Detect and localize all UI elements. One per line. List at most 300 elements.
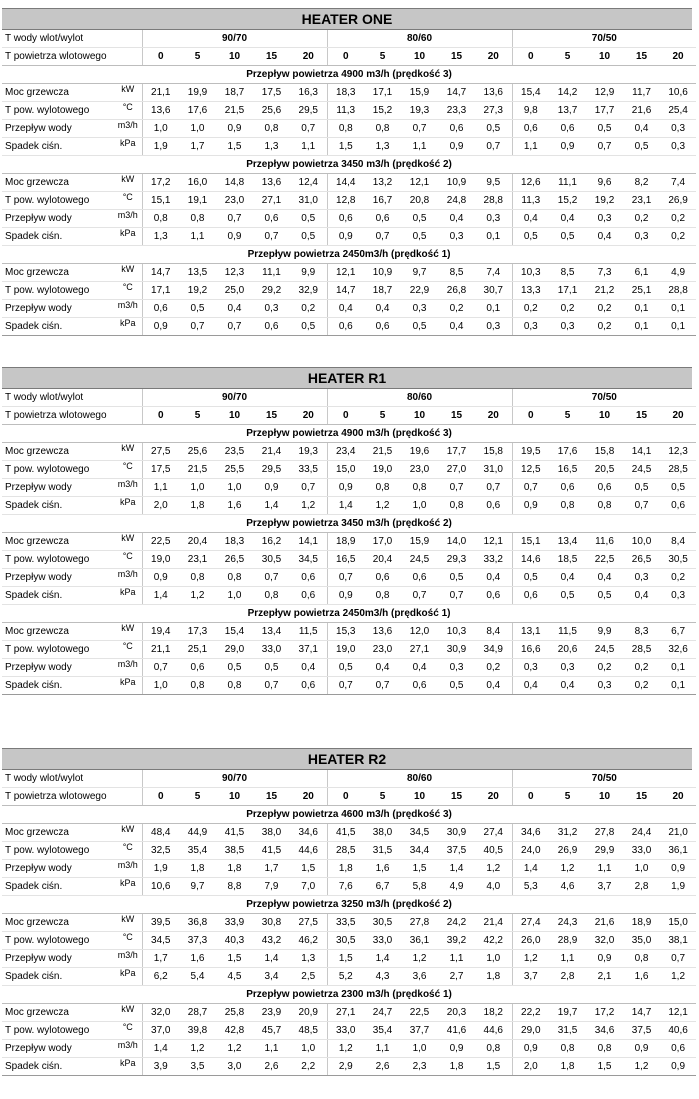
table-cell: 1,1 (512, 138, 549, 156)
table-cell: 0,5 (586, 587, 623, 605)
table-cell: 33,5 (327, 914, 364, 932)
row-label: Przepływ wody (2, 479, 114, 497)
table-cell: 9,8 (512, 102, 549, 120)
table-cell: 1,0 (216, 587, 253, 605)
table-cell: 21,1 (142, 84, 179, 102)
table-cell: 22,5 (142, 533, 179, 551)
table-cell: 0,2 (438, 300, 475, 318)
table-cell: 0,7 (364, 228, 401, 246)
table-cell: 10,0 (623, 533, 660, 551)
table-cell: 1,0 (475, 950, 512, 968)
header-row-air (2, 48, 696, 66)
table-cell: 0,8 (364, 120, 401, 138)
table-cell: 0,9 (142, 569, 179, 587)
row-label: Moc grzewcza (2, 1004, 114, 1022)
table-cell: 26,5 (623, 551, 660, 569)
table-cell: 7,6 (327, 878, 364, 896)
table-row (2, 950, 696, 968)
table-cell: 31,0 (290, 192, 327, 210)
table-cell: 0,5 (623, 479, 660, 497)
table-cell: 15,2 (364, 102, 401, 120)
table-cell: 0,5 (438, 569, 475, 587)
table-cell: 27,4 (512, 914, 549, 932)
table-cell: 29,5 (290, 102, 327, 120)
temp-header: 15 (438, 48, 475, 66)
table-cell: 0,1 (660, 677, 696, 695)
temp-header: 20 (290, 788, 327, 806)
table-cell: 19,1 (179, 192, 216, 210)
table-cell: 44,9 (179, 824, 216, 842)
table-cell: 25,0 (216, 282, 253, 300)
table-row (2, 1022, 696, 1040)
table-cell: 25,5 (216, 461, 253, 479)
table-cell: 3,6 (401, 968, 438, 986)
table-cell: 18,7 (216, 84, 253, 102)
table-cell: 0,4 (216, 300, 253, 318)
table-cell: 0,2 (586, 300, 623, 318)
table-cell: 21,5 (364, 443, 401, 461)
table-cell: 0,5 (216, 659, 253, 677)
table-cell: 5,8 (401, 878, 438, 896)
table-cell: 0,8 (401, 479, 438, 497)
row-unit: kW (114, 443, 142, 461)
table-cell: 1,0 (401, 497, 438, 515)
table-cell: 0,7 (586, 138, 623, 156)
table-cell: 0,6 (475, 497, 512, 515)
table-cell: 1,8 (179, 497, 216, 515)
table-cell: 40,3 (216, 932, 253, 950)
table-cell: 0,5 (549, 587, 586, 605)
table-cell: 0,6 (401, 677, 438, 695)
group-header: 70/50 (512, 770, 696, 788)
table-cell: 7,3 (586, 264, 623, 282)
table-cell: 0,7 (401, 120, 438, 138)
table-cell: 0,6 (660, 497, 696, 515)
table-cell: 33,0 (253, 641, 290, 659)
table-row (2, 914, 696, 932)
temp-header: 5 (179, 48, 216, 66)
table-cell: 2,5 (290, 968, 327, 986)
table-cell: 2,2 (290, 1058, 327, 1076)
table-cell: 1,0 (290, 1040, 327, 1058)
table-cell: 3,9 (142, 1058, 179, 1076)
table-cell: 1,1 (364, 1040, 401, 1058)
temp-header: 0 (512, 788, 549, 806)
table-cell: 19,3 (290, 443, 327, 461)
table-cell: 0,6 (401, 569, 438, 587)
table-row (2, 1040, 696, 1058)
table-cell: 0,8 (253, 120, 290, 138)
table-cell: 19,5 (512, 443, 549, 461)
temp-header: 15 (438, 788, 475, 806)
table-row (2, 623, 696, 641)
table-cell: 0,5 (549, 228, 586, 246)
table-cell: 0,7 (401, 587, 438, 605)
table-cell: 0,1 (623, 318, 660, 336)
table-cell: 0,7 (290, 479, 327, 497)
table-cell: 15,2 (549, 192, 586, 210)
table-row (2, 932, 696, 950)
table-cell: 29,0 (216, 641, 253, 659)
table-cell: 1,3 (253, 138, 290, 156)
table-cell: 0,8 (549, 1040, 586, 1058)
table-cell: 12,6 (512, 174, 549, 192)
table-cell: 4,9 (438, 878, 475, 896)
row-label: T pow. wylotowego (2, 551, 114, 569)
table-row (2, 318, 696, 336)
table-cell: 17,5 (142, 461, 179, 479)
table-cell: 1,5 (327, 950, 364, 968)
table-row (2, 878, 696, 896)
airflow-title: Przepływ powietrza 2450m3/h (prędkość 1) (2, 246, 696, 264)
temp-header: 10 (216, 788, 253, 806)
table-cell: 35,4 (364, 1022, 401, 1040)
table-cell: 1,2 (216, 1040, 253, 1058)
table-cell: 43,2 (253, 932, 290, 950)
table-cell: 48,4 (142, 824, 179, 842)
table-cell: 10,3 (438, 623, 475, 641)
table-cell: 21,5 (179, 461, 216, 479)
row-unit: °C (114, 842, 142, 860)
table-cell: 34,5 (290, 551, 327, 569)
table-cell: 28,5 (327, 842, 364, 860)
heater-one-section (2, 8, 692, 336)
table-cell: 19,6 (401, 443, 438, 461)
temp-header: 10 (401, 407, 438, 425)
table-cell: 0,7 (179, 318, 216, 336)
table-cell: 16,3 (290, 84, 327, 102)
temp-header: 5 (549, 788, 586, 806)
table-cell: 1,2 (179, 1040, 216, 1058)
table-cell: 0,3 (586, 210, 623, 228)
table-cell: 14,7 (142, 264, 179, 282)
row-unit: m3/h (114, 120, 142, 138)
temp-header: 10 (216, 48, 253, 66)
table-cell: 12,1 (660, 1004, 696, 1022)
row-label: Przepływ wody (2, 1040, 114, 1058)
airflow-title: Przepływ powietrza 4900 m3/h (prędkość 3) (2, 425, 696, 443)
table-cell: 23,1 (179, 551, 216, 569)
temp-header: 10 (401, 48, 438, 66)
table-cell: 0,5 (290, 318, 327, 336)
table-cell: 1,2 (401, 950, 438, 968)
table-cell: 31,2 (549, 824, 586, 842)
table-cell: 15,9 (401, 84, 438, 102)
table-cell: 1,5 (586, 1058, 623, 1076)
table-cell: 30,8 (253, 914, 290, 932)
row-label: Moc grzewcza (2, 914, 114, 932)
table-cell: 0,5 (660, 479, 696, 497)
table-cell: 0,2 (660, 569, 696, 587)
temp-header: 20 (660, 48, 696, 66)
table-cell: 11,1 (253, 264, 290, 282)
table-cell: 1,0 (142, 677, 179, 695)
row-unit: °C (114, 102, 142, 120)
temp-header: 0 (327, 407, 364, 425)
table-cell: 12,1 (327, 264, 364, 282)
table-cell: 25,8 (216, 1004, 253, 1022)
table-cell: 0,2 (623, 677, 660, 695)
row-unit: °C (114, 641, 142, 659)
table-cell: 1,2 (364, 497, 401, 515)
table-cell: 0,4 (623, 587, 660, 605)
table-cell: 24,0 (512, 842, 549, 860)
table-cell: 48,5 (290, 1022, 327, 1040)
table-cell: 41,6 (438, 1022, 475, 1040)
table-cell: 21,4 (253, 443, 290, 461)
table-cell: 13,4 (253, 623, 290, 641)
table-cell: 3,7 (512, 968, 549, 986)
table-cell: 1,3 (364, 138, 401, 156)
temp-header: 0 (142, 48, 179, 66)
table-cell: 13,2 (364, 174, 401, 192)
table-cell: 1,9 (660, 878, 696, 896)
table-cell: 32,6 (660, 641, 696, 659)
table-cell: 0,3 (549, 659, 586, 677)
table-cell: 0,7 (327, 569, 364, 587)
table-cell: 17,3 (179, 623, 216, 641)
table-cell: 21,6 (623, 102, 660, 120)
table-cell: 12,9 (586, 84, 623, 102)
table-cell: 0,1 (623, 300, 660, 318)
airflow-subheader (2, 896, 696, 914)
table-cell: 11,6 (586, 533, 623, 551)
row-label: Moc grzewcza (2, 264, 114, 282)
table-cell: 10,9 (438, 174, 475, 192)
table-row (2, 210, 696, 228)
table-cell: 38,0 (364, 824, 401, 842)
table-cell: 26,9 (660, 192, 696, 210)
table-cell: 16,2 (253, 533, 290, 551)
row-unit: m3/h (114, 950, 142, 968)
row-label: Spadek ciśn. (2, 677, 114, 695)
table-cell: 11,1 (549, 174, 586, 192)
table-cell: 19,0 (327, 641, 364, 659)
table-cell: 7,4 (475, 264, 512, 282)
airflow-subheader (2, 605, 696, 623)
table-cell: 2,0 (142, 497, 179, 515)
table-cell: 18,9 (327, 533, 364, 551)
table-cell: 27,0 (438, 461, 475, 479)
table-cell: 24,3 (549, 914, 586, 932)
table-cell: 12,4 (290, 174, 327, 192)
airflow-title: Przepływ powietrza 3250 m3/h (prędkość 2) (2, 896, 696, 914)
temp-header: 20 (290, 407, 327, 425)
table-cell: 15,0 (327, 461, 364, 479)
header-row-air (2, 788, 696, 806)
row-label: T pow. wylotowego (2, 282, 114, 300)
table-cell: 3,0 (216, 1058, 253, 1076)
table-cell: 14,0 (438, 533, 475, 551)
row-unit: °C (114, 461, 142, 479)
table-cell: 0,4 (364, 300, 401, 318)
table-cell: 0,6 (327, 210, 364, 228)
row-label: T pow. wylotowego (2, 842, 114, 860)
temp-header: 5 (364, 407, 401, 425)
table-cell: 35,4 (179, 842, 216, 860)
table-cell: 0,8 (586, 497, 623, 515)
table-cell: 0,4 (475, 677, 512, 695)
table-cell: 0,9 (216, 228, 253, 246)
temp-header: 5 (179, 407, 216, 425)
table-cell: 0,2 (623, 210, 660, 228)
table-cell: 28,9 (549, 932, 586, 950)
airflow-title: Przepływ powietrza 3450 m3/h (prędkość 2) (2, 515, 696, 533)
table-cell: 9,7 (179, 878, 216, 896)
row-label: Moc grzewcza (2, 533, 114, 551)
table-row (2, 497, 696, 515)
heater-r2-section (2, 748, 692, 1076)
table-cell: 14,2 (549, 84, 586, 102)
table-cell: 34,6 (512, 824, 549, 842)
table-cell: 1,1 (179, 228, 216, 246)
row-unit: kW (114, 623, 142, 641)
row-label: T pow. wylotowego (2, 932, 114, 950)
table-cell: 2,0 (512, 1058, 549, 1076)
table-cell: 1,0 (179, 120, 216, 138)
airflow-title: Przepływ powietrza 4600 m3/h (prędkość 3) (2, 806, 696, 824)
table-cell: 0,7 (475, 138, 512, 156)
table-cell: 14,7 (327, 282, 364, 300)
table-cell: 42,8 (216, 1022, 253, 1040)
table-cell: 0,6 (475, 587, 512, 605)
table-cell: 13,3 (512, 282, 549, 300)
row-label: Moc grzewcza (2, 623, 114, 641)
table-cell: 0,5 (512, 569, 549, 587)
table-cell: 0,1 (660, 318, 696, 336)
row-unit: kPa (114, 968, 142, 986)
table-cell: 12,1 (401, 174, 438, 192)
table-cell: 22,2 (512, 1004, 549, 1022)
table-cell: 33,9 (216, 914, 253, 932)
table-cell: 0,3 (438, 228, 475, 246)
table-cell: 13,6 (253, 174, 290, 192)
table-cell: 44,6 (475, 1022, 512, 1040)
table-cell: 25,1 (179, 641, 216, 659)
row-unit: °C (114, 932, 142, 950)
table-cell: 33,0 (364, 932, 401, 950)
table-cell: 36,1 (660, 842, 696, 860)
table-cell: 0,7 (253, 677, 290, 695)
table-cell: 0,3 (660, 120, 696, 138)
table-cell: 9,7 (401, 264, 438, 282)
table-cell: 11,7 (623, 84, 660, 102)
table-cell: 0,2 (586, 659, 623, 677)
table-cell: 0,1 (660, 300, 696, 318)
table-cell: 0,8 (179, 677, 216, 695)
table-cell: 19,4 (142, 623, 179, 641)
table-cell: 0,7 (290, 120, 327, 138)
row-unit: kPa (114, 497, 142, 515)
group-header: 80/60 (327, 389, 512, 407)
table-cell: 0,3 (623, 569, 660, 587)
table-cell: 0,1 (475, 300, 512, 318)
row-unit: m3/h (114, 860, 142, 878)
table-cell: 2,3 (401, 1058, 438, 1076)
table-cell: 36,8 (179, 914, 216, 932)
table-cell: 0,9 (216, 120, 253, 138)
table-cell: 18,5 (549, 551, 586, 569)
table-cell: 8,4 (475, 623, 512, 641)
temp-header: 10 (401, 788, 438, 806)
table-cell: 0,6 (512, 587, 549, 605)
table-cell: 24,5 (586, 641, 623, 659)
table-cell: 30,5 (364, 914, 401, 932)
table-cell: 3,5 (179, 1058, 216, 1076)
table-cell: 2,8 (549, 968, 586, 986)
table-cell: 1,3 (290, 950, 327, 968)
temp-header: 5 (549, 48, 586, 66)
table-cell: 14,8 (216, 174, 253, 192)
table-cell: 34,6 (290, 824, 327, 842)
table-cell: 24,5 (623, 461, 660, 479)
table-cell: 0,2 (660, 210, 696, 228)
table-cell: 16,5 (549, 461, 586, 479)
table-cell: 7,4 (660, 174, 696, 192)
table-cell: 16,0 (179, 174, 216, 192)
table-cell: 17,7 (586, 102, 623, 120)
row-unit: °C (114, 282, 142, 300)
table-cell: 0,6 (253, 318, 290, 336)
table-cell: 0,6 (364, 210, 401, 228)
table-cell: 41,5 (216, 824, 253, 842)
table-cell: 27,1 (253, 192, 290, 210)
table-cell: 26,5 (216, 551, 253, 569)
section-title: HEATER ONE (2, 8, 692, 30)
group-header: 80/60 (327, 770, 512, 788)
table-cell: 10,3 (512, 264, 549, 282)
table-cell: 1,7 (179, 138, 216, 156)
header-row-water (2, 30, 696, 48)
table-cell: 0,3 (512, 659, 549, 677)
header-row-water (2, 770, 696, 788)
table-cell: 0,7 (216, 318, 253, 336)
table-cell: 0,7 (438, 479, 475, 497)
temp-header: 20 (660, 407, 696, 425)
group-header: 90/70 (142, 30, 327, 48)
temp-header: 15 (623, 48, 660, 66)
temp-header: 15 (253, 788, 290, 806)
table-cell: 13,6 (142, 102, 179, 120)
table-cell: 1,4 (438, 860, 475, 878)
table-row (2, 174, 696, 192)
table-row (2, 84, 696, 102)
table-cell: 1,2 (660, 968, 696, 986)
temp-header: 15 (253, 407, 290, 425)
table-cell: 1,6 (364, 860, 401, 878)
row-unit: m3/h (114, 300, 142, 318)
table-cell: 0,8 (253, 587, 290, 605)
table-cell: 10,6 (142, 878, 179, 896)
table-cell: 16,5 (327, 551, 364, 569)
table-cell: 0,6 (253, 210, 290, 228)
row-label: Spadek ciśn. (2, 318, 114, 336)
row-label: Przepływ wody (2, 950, 114, 968)
table-row (2, 120, 696, 138)
table-cell: 21,5 (216, 102, 253, 120)
row-label: Spadek ciśn. (2, 497, 114, 515)
table-cell: 27,4 (475, 824, 512, 842)
table-cell: 0,6 (549, 479, 586, 497)
table-cell: 4,9 (660, 264, 696, 282)
table-cell: 2,7 (438, 968, 475, 986)
row-unit: kPa (114, 138, 142, 156)
table-cell: 1,5 (216, 138, 253, 156)
table-row (2, 138, 696, 156)
table-cell: 44,6 (290, 842, 327, 860)
table-cell: 1,8 (549, 1058, 586, 1076)
table-row (2, 461, 696, 479)
